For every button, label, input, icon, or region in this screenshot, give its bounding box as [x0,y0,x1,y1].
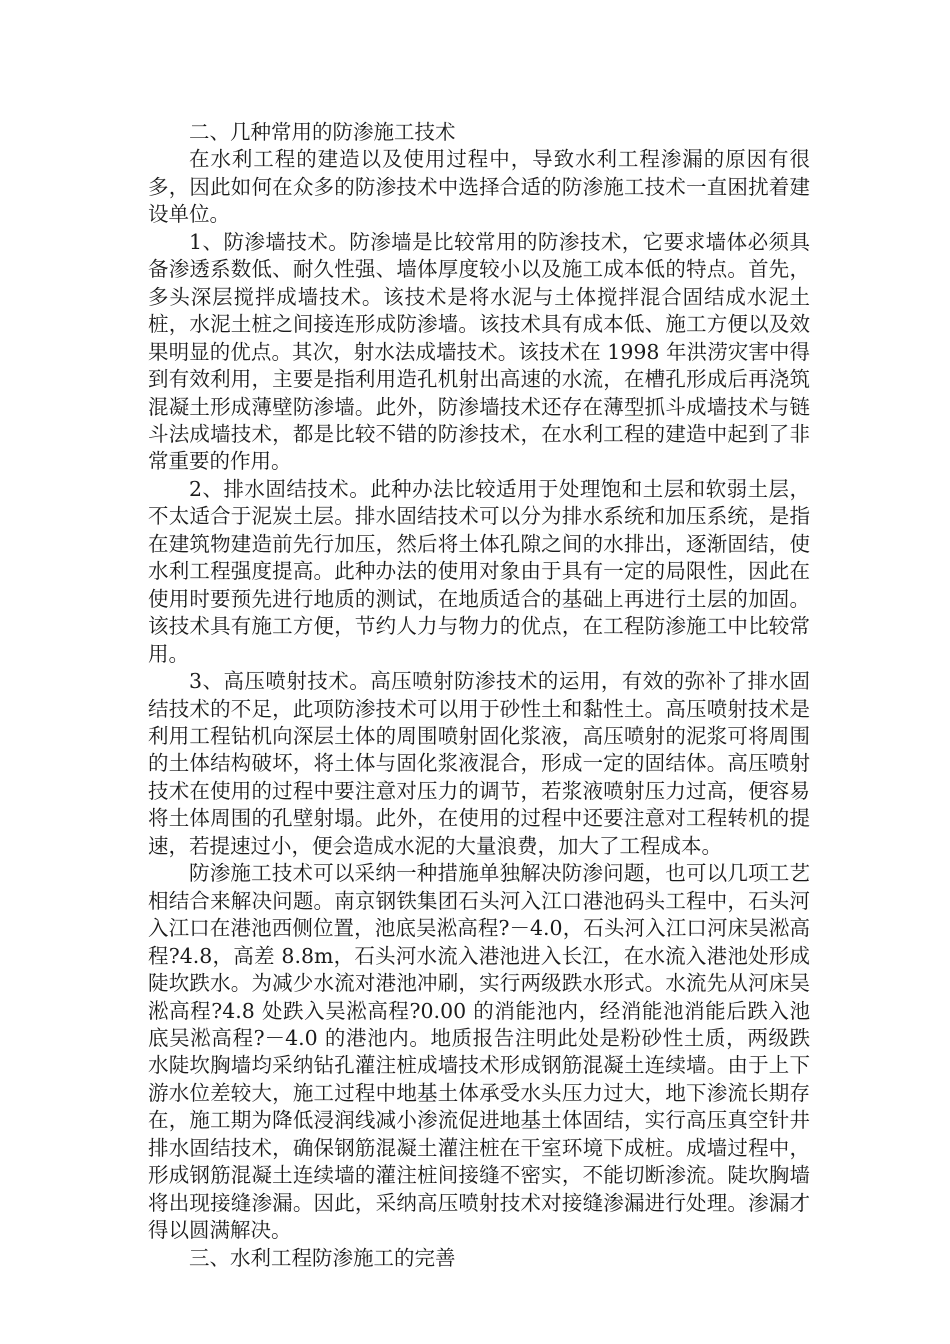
document-body [148,119,810,1272]
section-heading-2: 二、几种常用的防渗施工技术 [189,120,456,144]
paragraph-case-study: 防渗施工技术可以采纳一种措施单独解决防渗问题，也可以几项工艺相结合来解决问题。南京钢铁集团石头河入江口港池码头工程中，石头河入江口在港池西侧位置，池底吴淞高程?－4.0，石头河入江口河床吴淞高程?4.8，高差 8.8m，石头河水流入港池进入长江，在水流入港池处形成陡坎跌水。为减少水流对港池冲刷，实行两级跌水形式。水流先从河床吴淞高程?4.8 处跌入吴淞高程?0.00 的消能池内，经消能池消能后跌入池底吴淞高程?－4.0 的港池内。地质报告注明此处是粉砂性土质，两级跌水陡坎胸墙均采纳钻孔灌注桩成墙技术形成钢筋混凝土连续墙。由于上下游水位差较大，施工过程中地基土体承受水头压力过大，地下渗流长期存在，施工期为降低浸润线减小渗流促进地基土体固结，实行高压真空针井排水固结技术，确保钢筋混凝土灌注桩在干室环境下成桩。成墙过程中，形成钢筋混凝土连续墙的灌注桩间接缝不密实，不能切断渗流。陡坎胸墙将出现接缝渗漏。因此，采纳高压喷射技术对接缝渗漏进行处理。渗漏才得以圆满解决。 [148,861,810,1243]
intro-paragraph: 在水利工程的建造以及使用过程中，导致水利工程渗漏的原因有很多，因此如何在众多的防渗技术中选择合适的防渗施工技术一直困扰着建设单位。 [148,147,810,227]
paragraph-drainage-consolidation: 2、排水固结技术。此种办法比较适用于处理饱和土层和软弱土层，不太适合于泥炭土层。排水固结技术可以分为排水系统和加压系统，是指在建筑物建造前先行加压，然后将土体孔隙之间的水排出，逐渐固结，使水利工程强度提高。此种办法的使用对象由于具有一定的局限性，因此在使用时要预先进行地质的测试，在地质适合的基础上再进行土层的加固。该技术具有施工方便，节约人力与物力的优点，在工程防渗施工中比较常用。 [148,476,810,666]
section-heading-3: 三、水利工程防渗施工的完善 [189,1245,456,1270]
paragraph-high-pressure-jet: 3、高压喷射技术。高压喷射防渗技术的运用，有效的弥补了排水固结技术的不足，此项防渗技术可以用于砂性土和黏性土。高压喷射技术是利用工程钻机向深层土体的周围喷射固化浆液，高压喷射的泥浆可将周围的土体结构破坏，将土体与固化浆液混合，形成一定的固结体。高压喷射技术在使用的过程中要注意对压力的调节，若浆液喷射压力过高，便容易将土体周围的孔壁射塌。此外，在使用的过程中还要注意对工程转机的提速，若提速过小，便会造成水泥的大量浪费，加大了工程成本。 [148,669,810,858]
paragraph-cutoff-wall: 1、防渗墙技术。防渗墙是比较常用的防渗技术，它要求墙体必须具备渗透系数低、耐久性强、墙体厚度较小以及施工成本低的特点。首先，多头深层搅拌成墙技术。该技术是将水泥与土体搅拌混合固结成水泥土桩，水泥土桩之间接连形成防渗墙。该技术具有成本低、施工方便以及效果明显的优点。其次，射水法成墙技术。该技术在 1998 年洪涝灾害中得到有效利用，主要是指利用造孔机射出高速的水流，在槽孔形成后再浇筑混凝土形成薄壁防渗墙。此外，防渗墙技术还存在薄型抓斗成墙技术与链斗法成墙技术，都是比较不错的防渗技术，在水利工程的建造中起到了非常重要的作用。 [148,229,810,474]
